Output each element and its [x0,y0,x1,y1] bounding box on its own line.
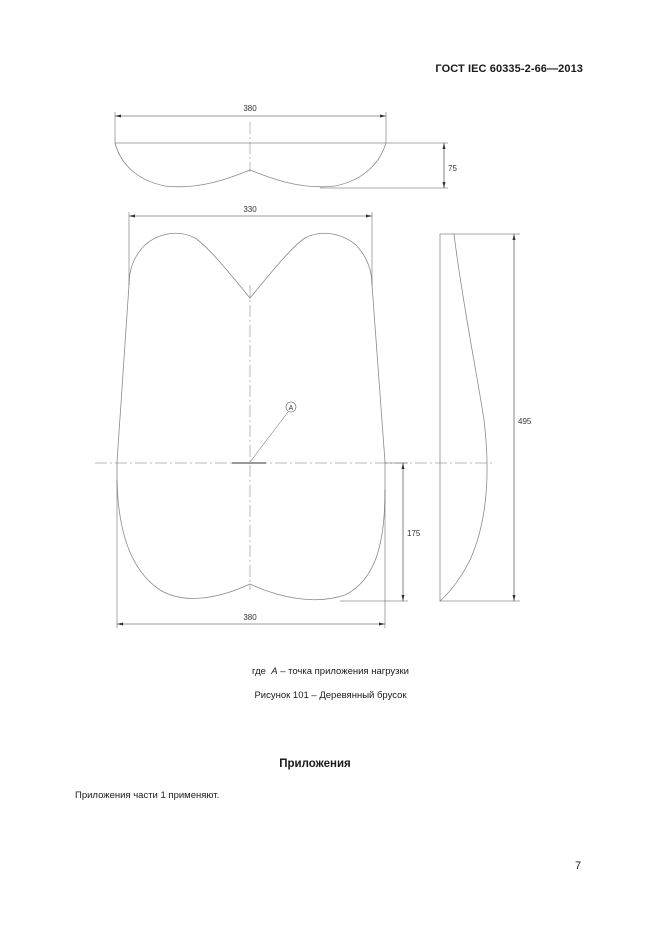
dim-lower-height: 175 [407,529,421,538]
section-paragraph: Приложения части 1 применяют. [75,790,220,801]
side-view-outline [440,234,487,601]
dim-side-height: 495 [518,417,532,426]
arrow-head [443,143,446,149]
arrow-head [402,463,405,469]
top-view [115,104,457,188]
page-number: 7 [575,860,582,872]
front-view [95,205,495,628]
arrow-head [366,215,372,218]
dim-top-height: 75 [448,164,457,173]
arrow-head [402,595,405,601]
top-view-outline [115,143,386,187]
arrow-head [380,115,386,118]
note-text: – точка приложения нагрузки [280,666,409,677]
arrow-head [443,182,446,188]
arrow-head [129,215,135,218]
arrow-head [513,595,516,601]
note-prefix: где [252,666,266,677]
dim-top-width: 380 [243,104,257,113]
note-symbol: A [271,666,278,677]
point-a-label: A [288,405,294,412]
dim-bottom-width: 380 [243,613,257,622]
document-header: ГОСТ IEC 60335-2-66—2013 [435,63,583,75]
arrow-head [513,234,516,240]
figure-caption: Рисунок 101 – Деревянный брусок [254,690,407,701]
side-view [440,234,532,601]
arrow-head [379,623,385,626]
front-view-outline [117,233,385,599]
arrow-head [117,623,123,626]
point-a-leader [250,412,288,462]
arrow-head [115,115,121,118]
section-title: Приложения [279,758,351,770]
figure-note [0,666,661,677]
dim-front-width: 330 [243,205,257,214]
